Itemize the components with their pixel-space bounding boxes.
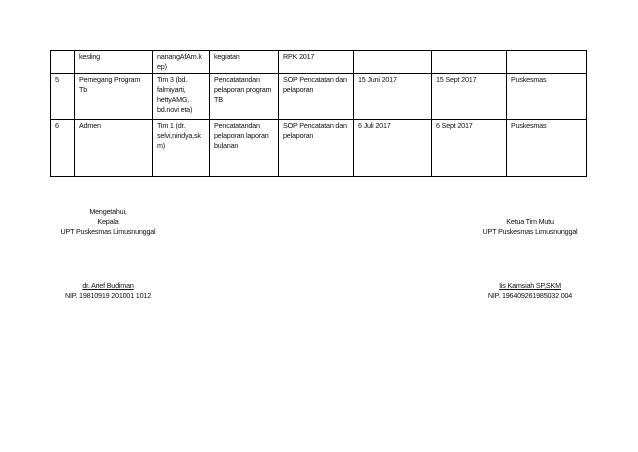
signatory-name-text: Iis Kamsiah SP,SKM — [499, 281, 561, 290]
table-cell: 6 — [51, 120, 75, 177]
table-cell: SOP Pencatatan dan pelaporan — [279, 74, 354, 120]
table-cell: 5 — [51, 74, 75, 120]
table-cell: Tim 1 (dr. selvi,nindya,sk m) — [153, 120, 210, 177]
table-cell: Puskesmas — [507, 120, 587, 177]
position-title: Kepala — [97, 217, 119, 226]
table-cell: Admen — [75, 120, 153, 177]
signatory-nip: NIP. 196409261985032 004 — [487, 291, 573, 300]
table-cell: RPK 2017 — [279, 51, 354, 74]
organization-name: UPT Puskesmas Limusnunggal — [482, 227, 578, 236]
signatory-name — [54, 281, 162, 291]
signature-block-right — [470, 207, 590, 301]
table-row — [51, 120, 587, 177]
table-cell: Pemegang Program Tb — [75, 74, 153, 120]
table-cell: kegiatan — [210, 51, 279, 74]
table-cell: 15 Sept 2017 — [432, 74, 507, 120]
table-cell: kesling — [75, 51, 153, 74]
organization-name: UPT Puskesmas Limusnunggal — [60, 227, 156, 236]
signature-space — [54, 237, 162, 281]
signature-block-left — [54, 207, 162, 301]
table-cell — [432, 51, 507, 74]
table-cell — [51, 51, 75, 74]
table-cell: SOP Pencatatan dan pelaporan — [279, 120, 354, 177]
table-row — [51, 74, 587, 120]
table-cell: Pencatatandan pelaporan program TB — [210, 74, 279, 120]
signatory-nip: NIP. 19810919 201001 1012 — [65, 291, 151, 300]
table-cell: 6 Sept 2017 — [432, 120, 507, 177]
table-cell — [354, 51, 432, 74]
activity-table — [50, 50, 587, 177]
table-cell: 6 Juli 2017 — [354, 120, 432, 177]
table-cell: Pencatatandan pelaporan laporan bulanan — [210, 120, 279, 177]
table-row — [51, 51, 587, 74]
position-title: Ketua Tim Mutu — [506, 217, 554, 226]
signatory-name — [470, 281, 590, 291]
table-cell: nanangAfAm.k ep) — [153, 51, 210, 74]
signature-space — [470, 237, 590, 281]
table-cell — [507, 51, 587, 74]
table-cell: Tim 3 (bd. falmiyarti, hettyAMG, bd.novi eta) — [153, 74, 210, 120]
table-cell: 15 Juni 2017 — [354, 74, 432, 120]
spacer — [470, 207, 590, 217]
signatory-name-text: dr. Arief Budiman — [82, 281, 134, 290]
table-cell: Puskesmas — [507, 74, 587, 120]
acknowledgement-label: Mengetahui, — [89, 207, 127, 216]
